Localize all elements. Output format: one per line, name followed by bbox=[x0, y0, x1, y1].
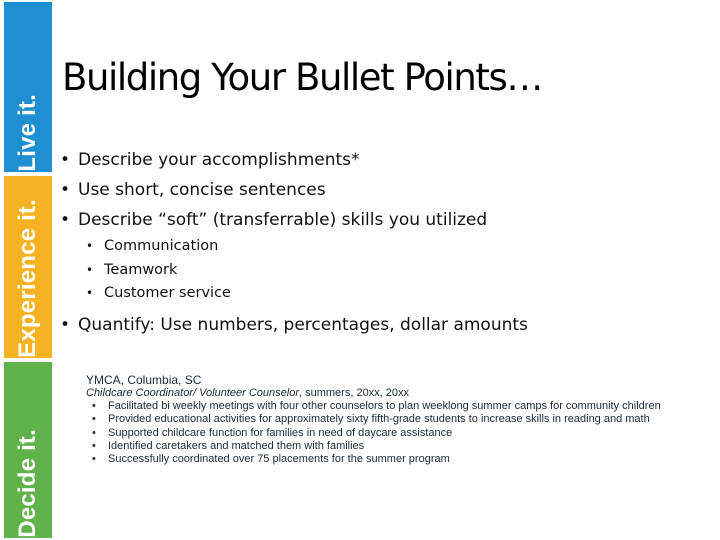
resume-role-line bbox=[86, 387, 686, 400]
sidebar-label-live: Live it. bbox=[14, 94, 41, 172]
sidebar-label-decide: Decide it. bbox=[14, 429, 41, 538]
sidebar-band-experience bbox=[4, 176, 52, 358]
resume-bullet: • Facilitated bi weekly meetings with four other counselors to plan weeklong summer camps for community children bbox=[92, 400, 686, 413]
sidebar-label-experience: Experience it. bbox=[14, 199, 41, 358]
resume-dates: , summers, 20xx, 20xx bbox=[299, 387, 410, 399]
resume-sample bbox=[86, 373, 686, 466]
resume-bullet: • Provided educational activities for approximately sixty fifth-grade students to increase skills in reading and math bbox=[92, 413, 686, 426]
sub-bullet-item: • Communication bbox=[86, 235, 528, 259]
resume-role: Childcare Coordinator/ Volunteer Counselor bbox=[86, 387, 299, 399]
sidebar bbox=[0, 0, 54, 540]
resume-bullet: • Successfully coordinated over 75 placements for the summer program bbox=[92, 453, 686, 466]
sidebar-band-live bbox=[4, 2, 52, 172]
resume-bullet: • Supported childcare function for families in need of daycare assistance bbox=[92, 427, 686, 440]
bullet-item: • Describe “soft” (transferrable) skills you utilized bbox=[60, 205, 528, 235]
bullet-item: • Quantify: Use numbers, percentages, dollar amounts bbox=[60, 310, 528, 340]
sub-bullet-item: • Customer service bbox=[86, 282, 528, 306]
resume-org: YMCA, Columbia, SC bbox=[86, 373, 202, 387]
resume-bullet-list bbox=[86, 400, 686, 466]
bullet-list bbox=[60, 145, 528, 340]
sub-bullet-list bbox=[60, 235, 528, 310]
bullet-item: • Describe your accomplishments* bbox=[60, 145, 528, 175]
bullet-item: • Use short, concise sentences bbox=[60, 175, 528, 205]
resume-bullet: • Identified caretakers and matched them with families bbox=[92, 440, 686, 453]
slide-title: Building Your Bullet Points… bbox=[62, 56, 542, 99]
sub-bullet-item: • Teamwork bbox=[86, 259, 528, 283]
sidebar-band-decide bbox=[4, 362, 52, 538]
